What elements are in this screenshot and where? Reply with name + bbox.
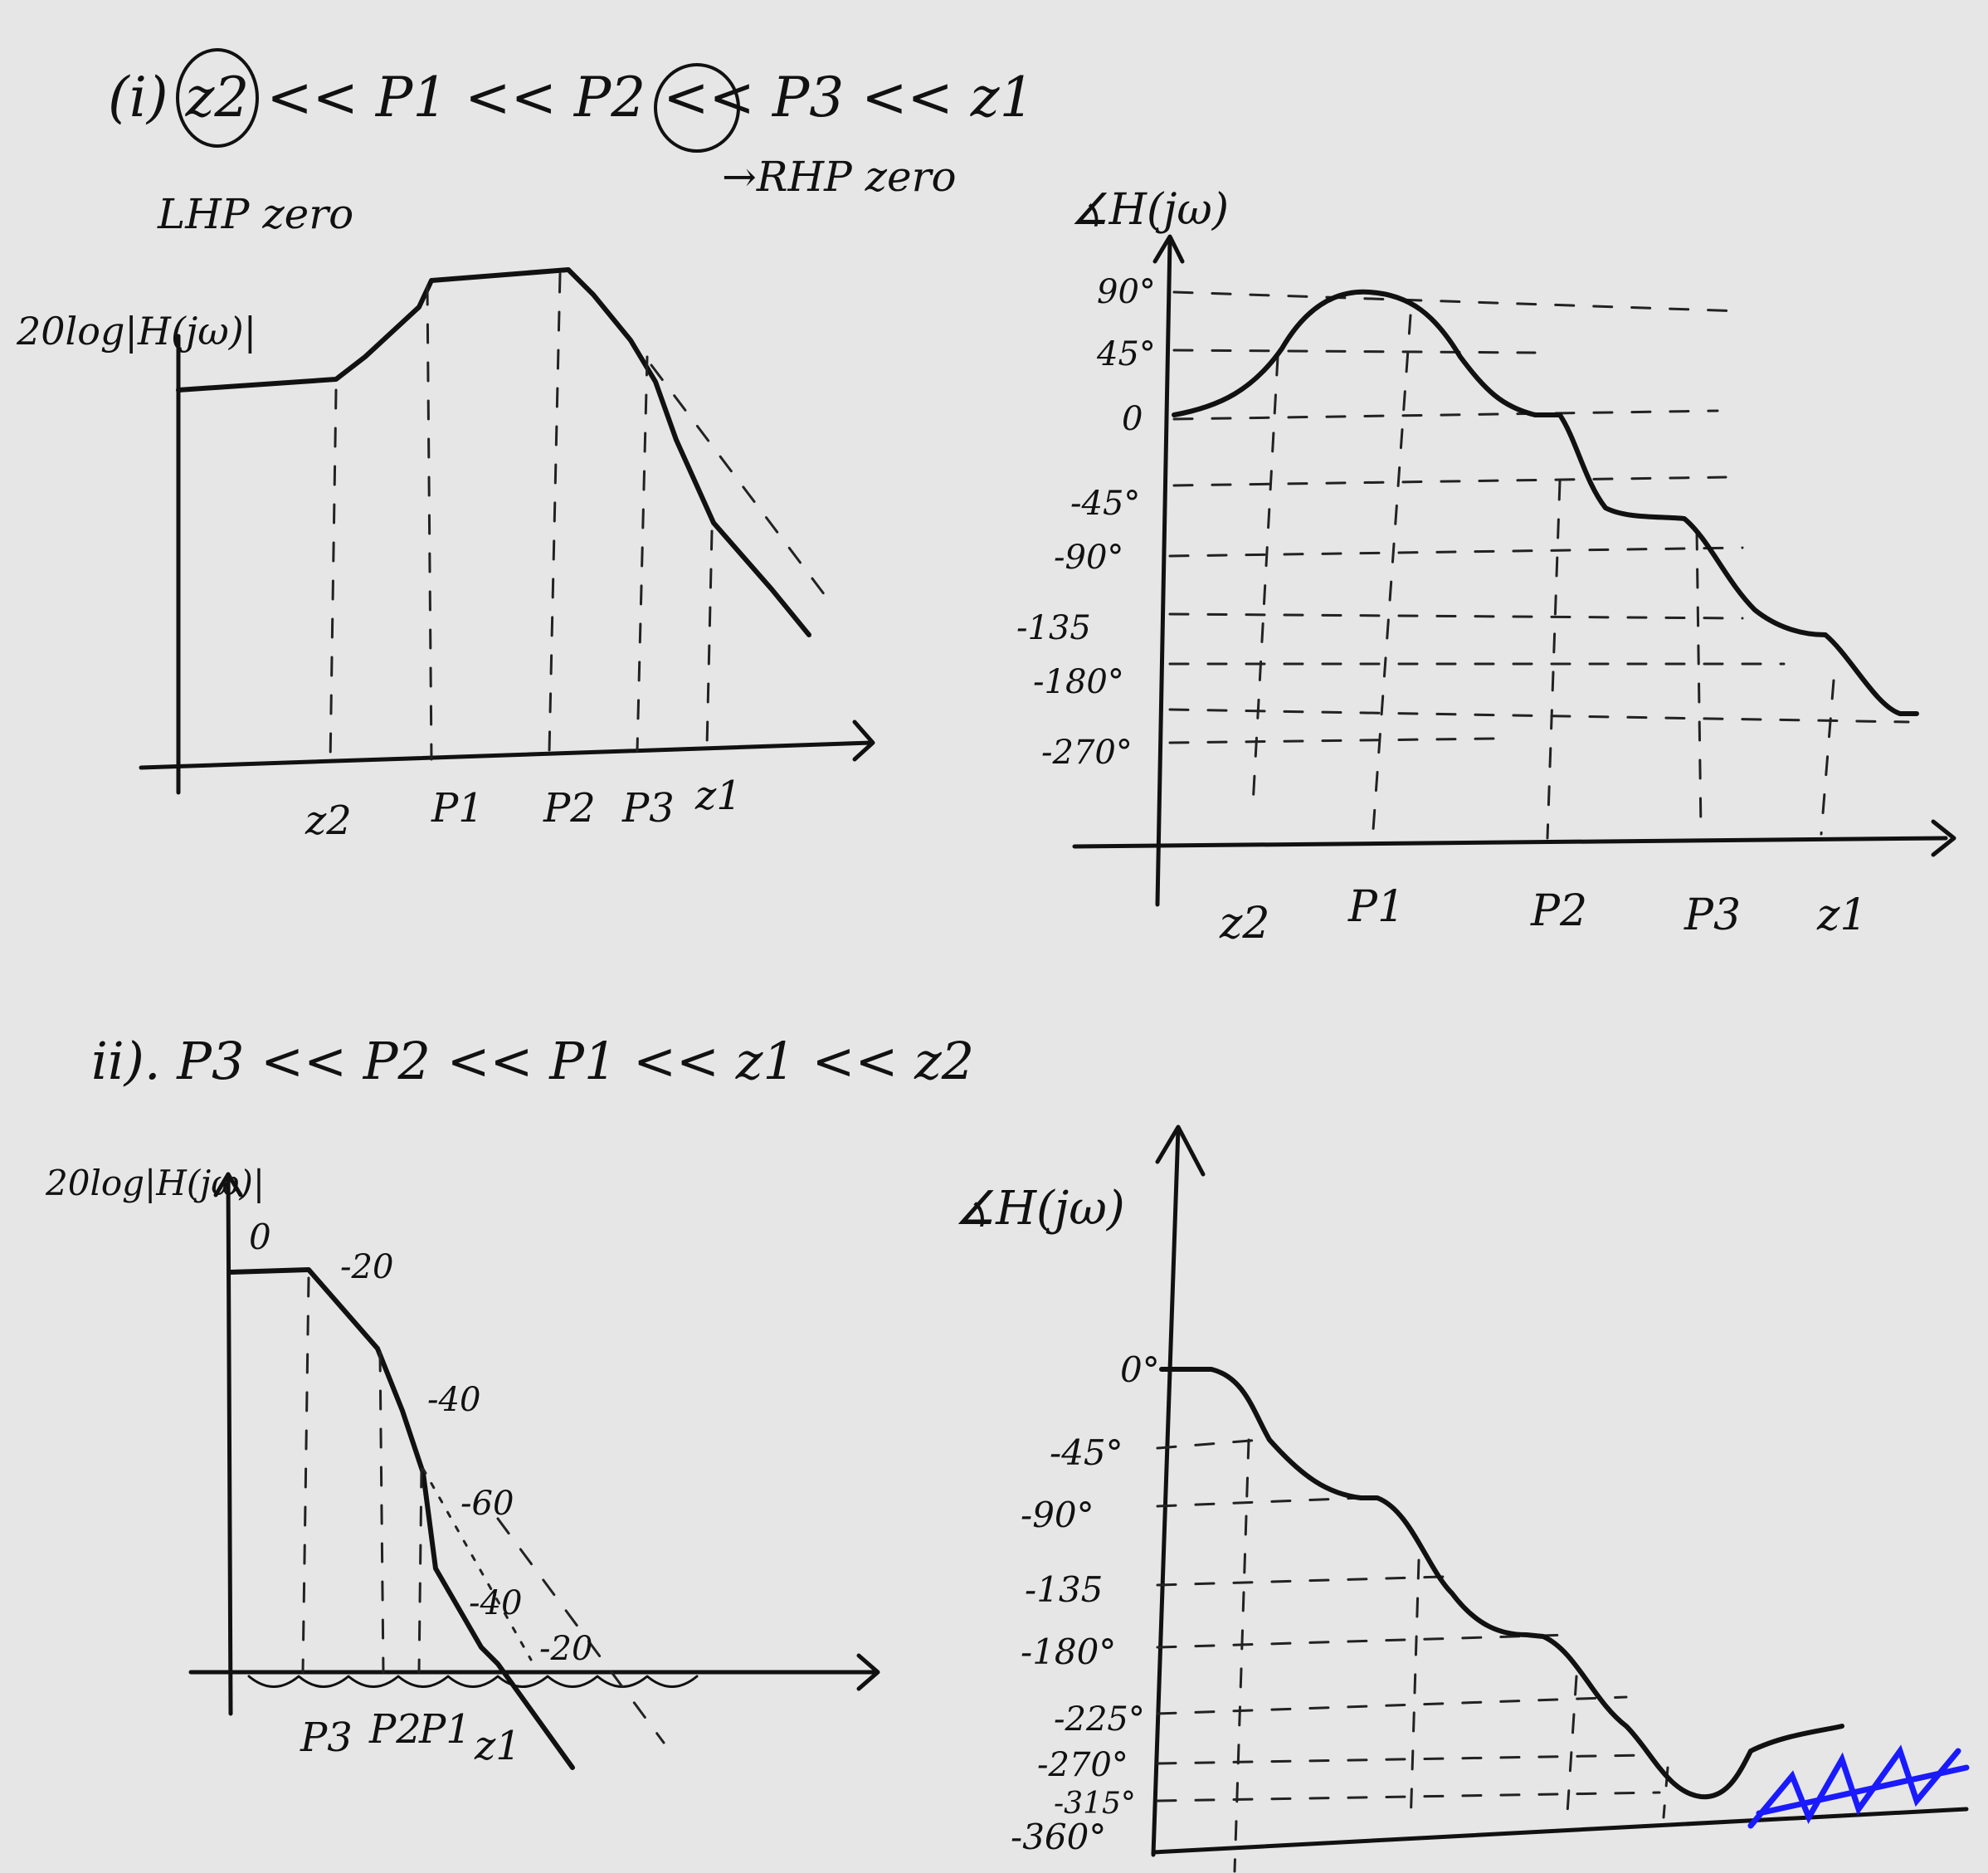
- part1-phase-xtick: P3: [1684, 890, 1742, 940]
- x-axis-arrow: [855, 722, 873, 759]
- part1-phase-ytick: 0: [1122, 400, 1143, 438]
- part2-phase-ytick: -225°: [1054, 1700, 1145, 1739]
- grid-m90: [1157, 1498, 1361, 1506]
- part2-mag-y-axis: [228, 1174, 231, 1714]
- tick-line-P3: [637, 357, 647, 751]
- grid-m135: [1170, 614, 1742, 618]
- part1-mag-asymptote: [651, 365, 830, 602]
- part1-phase-ytick: -90°: [1054, 539, 1124, 577]
- part1-mag-x-axis: [141, 743, 871, 768]
- grid-m90: [1170, 548, 1742, 556]
- part2-phase-ytick: -90°: [1021, 1495, 1094, 1535]
- part2-phase-ytick: -315°: [1054, 1787, 1136, 1821]
- lhp-zero-note: LHP zero: [158, 190, 354, 238]
- part1-phase-xtick: P1: [1348, 882, 1406, 932]
- grid-m315: [1157, 1793, 1659, 1801]
- part2-phase-curve: [1162, 1369, 1842, 1797]
- part1-phase-curve: [1174, 292, 1917, 714]
- part2-mag-ylabel: 20log|H(jω)|: [46, 1163, 266, 1203]
- part1-mag-xtick: z2: [305, 797, 352, 844]
- part2-phase-ylabel: ∡H(jω): [954, 1182, 1125, 1236]
- part1-phase-ytick: 90°: [1097, 273, 1156, 311]
- grid-m180: [1157, 1635, 1568, 1647]
- tick-line-P3: [303, 1278, 309, 1672]
- slope-label: -20: [340, 1248, 394, 1286]
- part1-phase-ytick: -270°: [1041, 734, 1133, 772]
- part2-phase-y-axis: [1153, 1129, 1178, 1855]
- part2-mag-xtick: P3: [300, 1714, 353, 1761]
- tick-line-P1: [419, 1469, 421, 1672]
- vline-P3: [1697, 531, 1701, 830]
- vline-3: [1567, 1676, 1576, 1826]
- part2-phase-ytick: -360°: [1011, 1817, 1107, 1857]
- vline-z2: [1253, 357, 1278, 805]
- grid-m225: [1157, 1697, 1626, 1714]
- grid-m45: [1174, 477, 1726, 485]
- vline-1: [1235, 1440, 1249, 1871]
- grid-m45: [1157, 1440, 1261, 1448]
- part2-phase-ytick: 0°: [1120, 1349, 1160, 1390]
- part1-heading: (i) z2 << P1 << P2 << P3 << z1: [108, 66, 1035, 129]
- vline-P1: [1373, 315, 1411, 830]
- part2-mag-xtick: P2: [369, 1706, 421, 1753]
- vline-2: [1411, 1560, 1419, 1826]
- vline-z1: [1821, 680, 1834, 834]
- tick-line-z1: [707, 531, 712, 747]
- tick-line-P2: [380, 1353, 383, 1672]
- part2-phase-ytick: -270°: [1037, 1746, 1128, 1784]
- grid-m225: [1170, 710, 1908, 722]
- slope-label: -60: [460, 1485, 514, 1523]
- part1-phase-plot: [1016, 185, 1954, 949]
- part1-phase-xtick: z2: [1220, 899, 1270, 949]
- part2-magnitude-plot: [45, 1163, 878, 1769]
- grid-m135: [1157, 1577, 1444, 1585]
- part2-mag-xtick: P1: [419, 1706, 471, 1753]
- slope-label: -40: [427, 1381, 481, 1419]
- grid-m270: [1170, 739, 1493, 743]
- part1-mag-curve: [178, 270, 809, 635]
- grid-45: [1174, 350, 1535, 353]
- part1-mag-xtick: P3: [622, 785, 675, 832]
- part1-phase-ylabel: ∡H(jω): [1070, 185, 1230, 235]
- slope-label: -20: [539, 1630, 593, 1668]
- part1-phase-ytick: -135: [1016, 609, 1091, 647]
- part1-mag-ylabel: 20log|H(jω)|: [17, 309, 257, 354]
- slope-label: -40: [469, 1584, 523, 1622]
- grid-90: [1174, 292, 1742, 311]
- part1-mag-xtick: P2: [543, 785, 596, 832]
- part1-phase-xtick: P2: [1531, 886, 1588, 936]
- part2-phase-ytick: -45°: [1050, 1432, 1123, 1473]
- vline-P2: [1547, 481, 1560, 838]
- part2-mag-curve: [231, 1270, 573, 1768]
- part1-mag-xtick: z1: [695, 773, 742, 819]
- part1-phase-ytick: 45°: [1097, 335, 1156, 373]
- part1-mag-xtick: P1: [431, 785, 484, 832]
- part1-phase-y-axis: [1157, 241, 1170, 905]
- part1-phase-ytick: -45°: [1070, 485, 1141, 523]
- rhp-zero-note: →RHP zero: [722, 153, 957, 201]
- part2-phase-ytick: -135: [1025, 1569, 1104, 1610]
- y-axis-arrow: [1157, 1127, 1203, 1174]
- part2-phase-plot: [954, 1127, 1966, 1871]
- part1-magnitude-plot: [16, 270, 873, 844]
- part1-phase-x-axis: [1074, 838, 1946, 846]
- tick-line-P1: [427, 286, 431, 759]
- grid-0: [1174, 411, 1718, 419]
- tick-line-P2: [549, 274, 560, 751]
- part1-phase-xtick: z1: [1817, 890, 1868, 940]
- axis-scribble: [249, 1676, 697, 1687]
- part2-phase-ytick: -180°: [1021, 1632, 1117, 1672]
- part2-mag-xtick: z1: [475, 1723, 521, 1769]
- slope-label: 0: [249, 1217, 271, 1257]
- part2-heading: ii). P3 << P2 << P1 << z1 << z2: [91, 1031, 975, 1091]
- tick-line-z2: [330, 390, 336, 763]
- part2-phase-x-axis: [1153, 1809, 1966, 1852]
- part1-phase-ytick: -180°: [1033, 663, 1124, 701]
